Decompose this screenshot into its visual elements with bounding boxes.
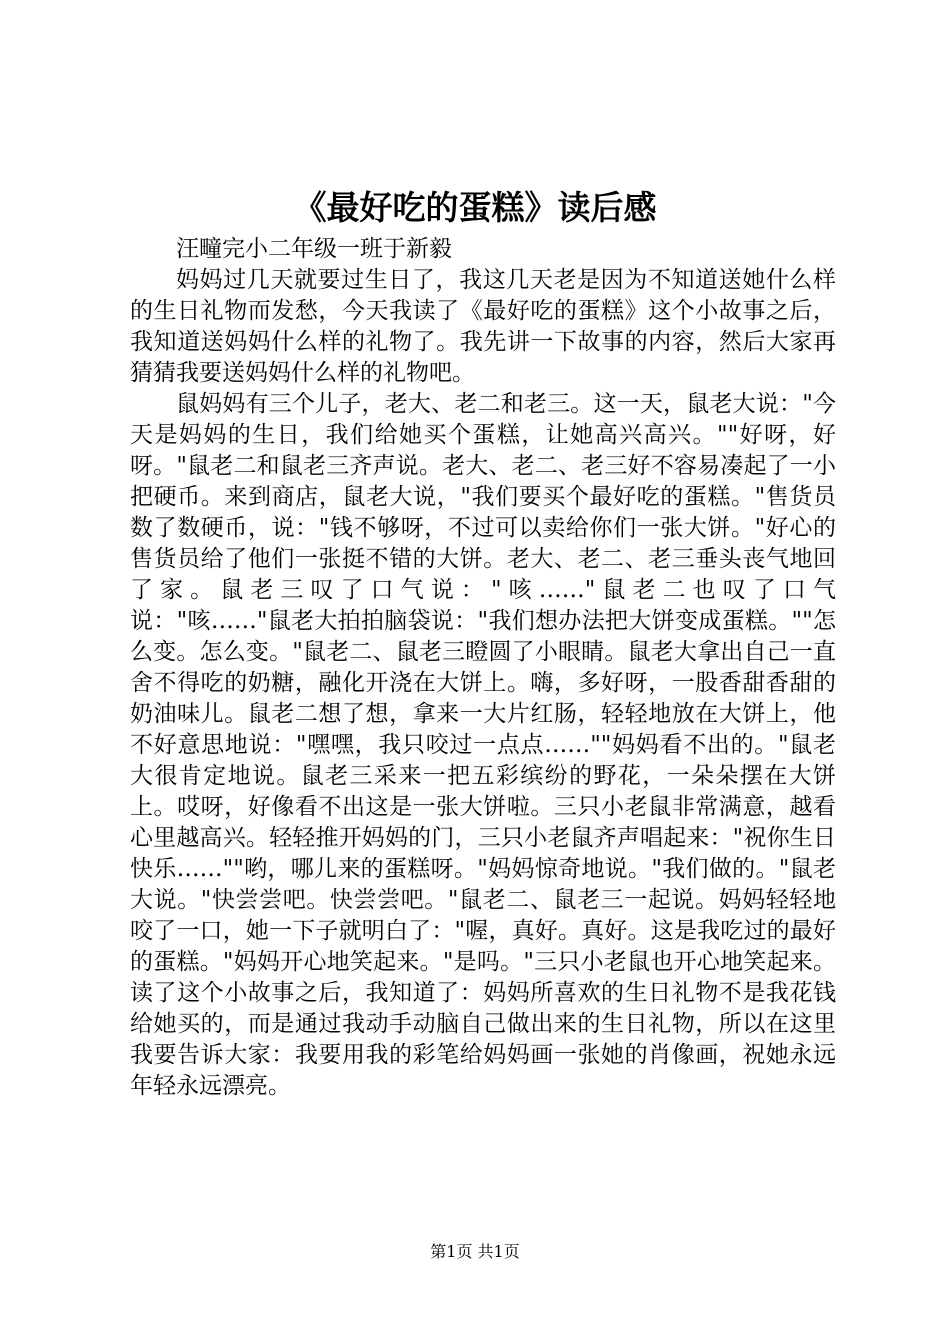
page-footer: 第1页 共1页 xyxy=(430,1242,520,1261)
document-title: 《最好吃的蛋糕》读后感 xyxy=(293,188,657,227)
paragraph-intro: 妈妈过几天就要过生日了，我这几天老是因为不知道送她什么样的生日礼物而发愁，今天我读了《最好吃的蛋糕》这个小故事之后，我知道送妈妈什么样的礼物了。我先讲一下故事的内容，然后大家再猜猜我要送妈妈什么样的礼物吧。 xyxy=(130,267,836,386)
document-body xyxy=(130,234,836,1102)
paragraph-story: 鼠妈妈有三个儿子，老大、老二和老三。这一天，鼠老大说："今天是妈妈的生日，我们给她买个蛋糕，让她高兴高兴。""好呀，好呀。"鼠老二和鼠老三齐声说。老大、老二、老三好不容易凑起了一小把硬币。来到商店，鼠老大说，"我们要买个最好吃的蛋糕。"售货员数了数硬币，说："钱不够呀，不过可以卖给你们一张大饼。"好心的售货员给了他们一张挺不错的大饼。老大、老二、老三垂头丧气地回了家。鼠老三叹了口气说："咳……"鼠老二也叹了口气说："咳……"鼠老大拍拍脑袋说："我们想办法把大饼变成蛋糕。""怎么变。怎么变。"鼠老二、鼠老三瞪圆了小眼睛。鼠老大拿出自己一直舍不得吃的奶糖，融化开浇在大饼上。嗨，多好呀，一股香甜香甜的奶油味儿。鼠老二想了想，拿来一大片红肠，轻轻地放在大饼上，他不好意思地说："嘿嘿，我只咬过一点点……""妈妈看不出的。"鼠老大很肯定地说。鼠老三采来一把五彩缤纷的野花，一朵朵摆在大饼上。哎呀，好像看不出这是一张大饼啦。三只小老鼠非常满意，越看心里越高兴。轻轻推开妈妈的门，三只小老鼠齐声唱起来："祝你生日快乐……""哟，哪儿来的蛋糕呀。"妈妈惊奇地说。"我们做的。"鼠老大说。"快尝尝吧。快尝尝吧。"鼠老二、鼠老三一起说。妈妈轻轻地咬了一口，她一下子就明白了："喔，真好。真好。这是我吃过的最好的蛋糕。"妈妈开心地笑起来。"是吗。"三只小老鼠也开心地笑起来。读了这个小故事之后，我知道了：妈妈所喜欢的生日礼物不是我花钱给她买的，而是通过我动手动脑自己做出来的生日礼物，所以在这里我要告诉大家：我要用我的彩笔给妈妈画一张她的肖像画，祝她永远年轻永远漂亮。 xyxy=(130,391,836,1099)
author-line: 汪疃完小二年级一班于新毅 xyxy=(176,236,452,262)
